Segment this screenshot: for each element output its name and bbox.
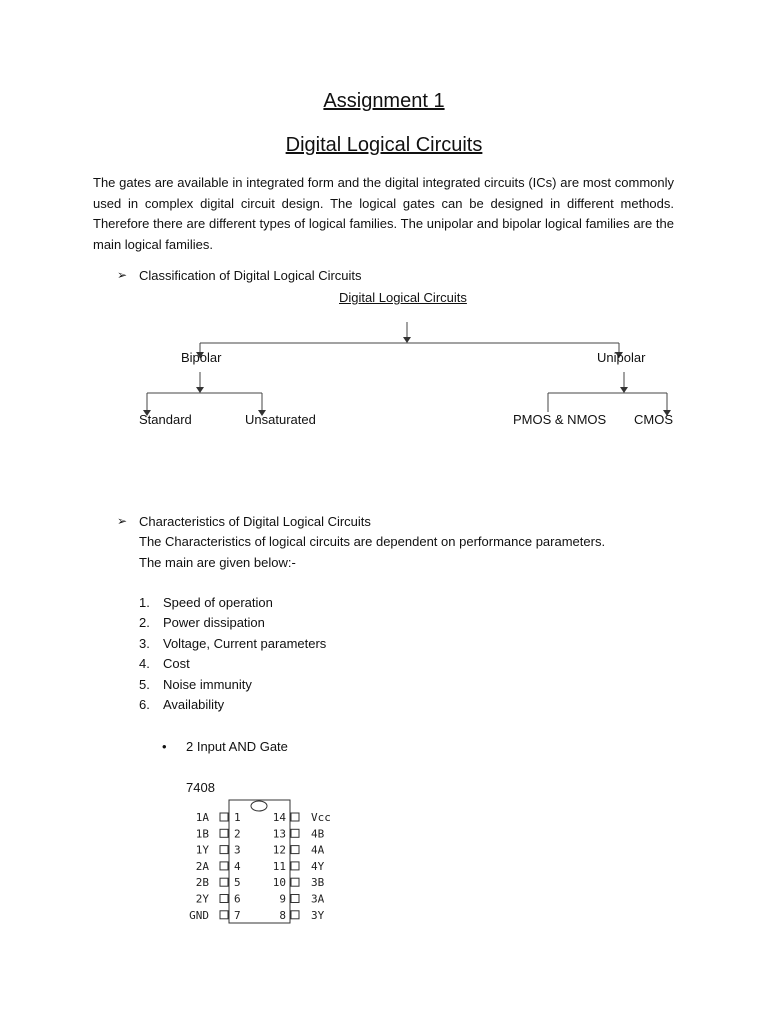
- pin-box: [220, 829, 228, 837]
- chip-notch: [251, 801, 267, 811]
- list-item-number: 6.: [139, 696, 150, 712]
- pin-box: [220, 846, 228, 854]
- pin-label: 2B: [195, 876, 209, 890]
- pin-number: 4: [234, 859, 241, 873]
- tree-node-cmos: CMOS: [634, 412, 673, 427]
- pin-label: 1A: [195, 811, 209, 824]
- pin-label: 3B: [311, 876, 325, 890]
- pin-number: 14: [272, 811, 286, 824]
- list-item-number: 4.: [139, 656, 150, 672]
- pin-number: 11: [272, 859, 286, 873]
- pin-number: 13: [272, 827, 286, 841]
- pin-label: 1B: [195, 827, 209, 841]
- pin-box: [220, 895, 228, 903]
- tree-node-unsaturated: Unsaturated: [245, 412, 316, 427]
- pin-label: 3A: [311, 892, 325, 906]
- tree-root-label: Digital Logical Circuits: [339, 290, 467, 305]
- list-item-label: Availability: [163, 696, 225, 712]
- pin-number: 2: [234, 827, 241, 841]
- tree-node-unipolar: Unipolar: [597, 350, 646, 365]
- list-item-label: Cost: [163, 656, 190, 672]
- pin-label: 3Y: [311, 908, 325, 922]
- list-item-number: 2.: [139, 615, 150, 631]
- pin-box: [220, 911, 228, 919]
- pin-box: [220, 878, 228, 886]
- pin-number: 9: [279, 892, 286, 906]
- tree-node-standard: Standard: [139, 412, 192, 427]
- pin-label: GND: [189, 908, 209, 922]
- characteristics-line-2: The main are given below:-: [139, 555, 296, 570]
- list-item-label: Power dissipation: [163, 615, 265, 631]
- pin-box: [220, 813, 228, 821]
- pin-label: 4B: [311, 827, 325, 841]
- pin-label: Vcc: [311, 811, 331, 824]
- list-item-number: 3.: [139, 635, 150, 651]
- chip-number: 7408: [186, 780, 215, 795]
- list-item-label: Voltage, Current parameters: [163, 635, 327, 651]
- gate-heading: 2 Input AND Gate: [186, 739, 288, 754]
- round-bullet-icon: •: [162, 739, 167, 754]
- pin-box: [291, 813, 299, 821]
- list-item-number: 5.: [139, 676, 150, 692]
- pin-number: 5: [234, 876, 241, 890]
- pin-label: 2Y: [195, 892, 209, 906]
- list-item-label: Noise immunity: [163, 676, 252, 692]
- pin-number: 6: [234, 892, 241, 906]
- pin-number: 7: [234, 908, 241, 922]
- pin-number: 1: [234, 811, 241, 824]
- characteristics-heading: Characteristics of Digital Logical Circuits: [139, 514, 371, 529]
- pin-box: [291, 895, 299, 903]
- list-item-number: 1.: [139, 595, 150, 610]
- pin-number: 8: [279, 908, 286, 922]
- pin-label: 1Y: [195, 843, 209, 857]
- pin-label: 4Y: [311, 859, 325, 873]
- arrow-bullet-icon: ➢: [117, 514, 128, 528]
- pin-box: [291, 846, 299, 854]
- page-title: Assignment 1: [323, 90, 445, 112]
- intro-paragraph: The gates are available in integrated form and the digital integrated circuits (ICs) are most commonly used in complex digital circuit design. The logical gates can be designed in different methods. Therefore there are different types of logical families. The unipolar and bipolar logical families are the main logical families.: [93, 175, 674, 252]
- classification-heading: Classification of Digital Logical Circuits: [139, 268, 362, 283]
- pin-box: [291, 911, 299, 919]
- pin-label: 2A: [195, 859, 209, 873]
- tree-node-bipolar: Bipolar: [181, 350, 222, 365]
- arrow-bullet-icon: ➢: [117, 268, 128, 282]
- pin-box: [220, 862, 228, 870]
- pin-box: [291, 829, 299, 837]
- characteristics-line-1: The Characteristics of logical circuits are dependent on performance parameters.: [139, 534, 606, 549]
- pin-number: 12: [272, 843, 286, 857]
- pin-label: 4A: [311, 843, 325, 857]
- tree-node-pmos-nmos: PMOS & NMOS: [513, 412, 607, 427]
- pin-number: 10: [272, 876, 286, 890]
- list-item-label: Speed of operation: [163, 595, 273, 610]
- pin-box: [291, 878, 299, 886]
- pin-number: 3: [234, 843, 241, 857]
- page-subtitle: Digital Logical Circuits: [285, 134, 483, 156]
- pin-box: [291, 862, 299, 870]
